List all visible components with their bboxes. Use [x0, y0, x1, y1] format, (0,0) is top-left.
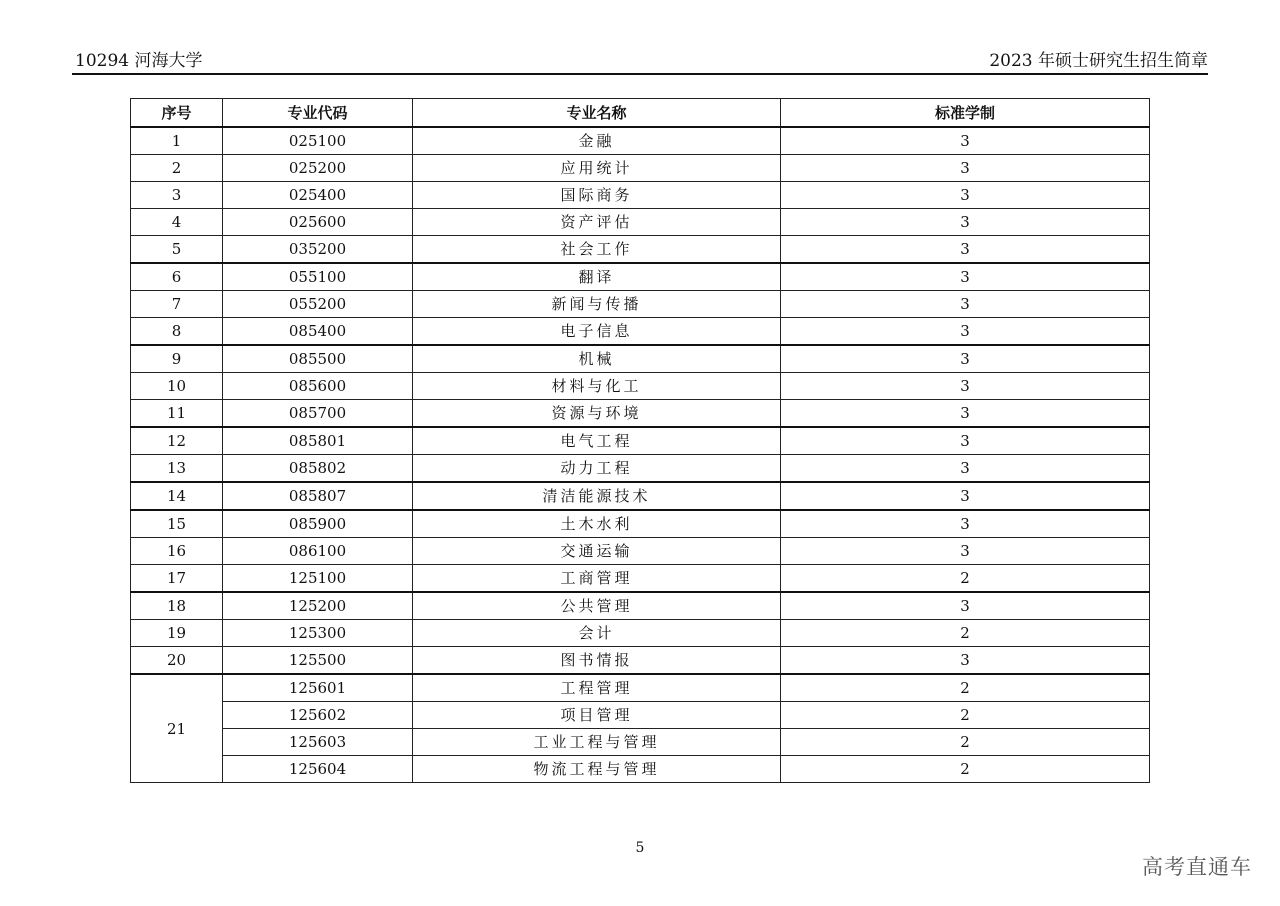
- table-row: [131, 127, 1150, 155]
- cell-name: 交通运输: [413, 538, 781, 565]
- watermark-text: 高考直通车: [1142, 855, 1252, 879]
- cell-years: 3: [781, 345, 1150, 373]
- cell-no: 7: [131, 291, 223, 318]
- cell-years: 2: [781, 702, 1150, 729]
- cell-years: 2: [781, 756, 1150, 783]
- cell-name: 清洁能源技术: [413, 482, 781, 510]
- cell-name: 物流工程与管理: [413, 756, 781, 783]
- cell-code: 085600: [223, 373, 413, 400]
- cell-code: 025400: [223, 182, 413, 209]
- table-row: [131, 455, 1150, 483]
- cell-code: 085400: [223, 318, 413, 346]
- cell-code: 025200: [223, 155, 413, 182]
- cell-code: 055100: [223, 263, 413, 291]
- table-row: [131, 427, 1150, 455]
- cell-code: 085500: [223, 345, 413, 373]
- cell-name: 图书情报: [413, 647, 781, 675]
- cell-code: 025100: [223, 127, 413, 155]
- table-row: [131, 345, 1150, 373]
- column-header-code: 专业代码: [223, 99, 413, 128]
- cell-name: 资源与环境: [413, 400, 781, 428]
- cell-years: 3: [781, 592, 1150, 620]
- cell-code: 086100: [223, 538, 413, 565]
- cell-code: 125200: [223, 592, 413, 620]
- cell-no: 13: [131, 455, 223, 483]
- header-school: 10294 河海大学: [75, 51, 203, 71]
- table-row: [131, 620, 1150, 647]
- cell-no: 3: [131, 182, 223, 209]
- cell-years: 3: [781, 373, 1150, 400]
- cell-name: 社会工作: [413, 236, 781, 264]
- cell-years: 3: [781, 538, 1150, 565]
- cell-no: 19: [131, 620, 223, 647]
- cell-years: 3: [781, 263, 1150, 291]
- cell-no-group: 21: [131, 674, 223, 783]
- cell-years: 2: [781, 565, 1150, 593]
- cell-code: 085802: [223, 455, 413, 483]
- page-number: 5: [635, 840, 645, 856]
- cell-code: 125601: [223, 674, 413, 702]
- cell-code: 085801: [223, 427, 413, 455]
- cell-name: 材料与化工: [413, 373, 781, 400]
- cell-no: 2: [131, 155, 223, 182]
- cell-code: 085900: [223, 510, 413, 538]
- cell-years: 3: [781, 482, 1150, 510]
- cell-no: 9: [131, 345, 223, 373]
- table-row: [131, 538, 1150, 565]
- cell-no: 18: [131, 592, 223, 620]
- cell-years: 2: [781, 674, 1150, 702]
- cell-no: 17: [131, 565, 223, 593]
- cell-years: 3: [781, 127, 1150, 155]
- cell-code: 025600: [223, 209, 413, 236]
- cell-no: 11: [131, 400, 223, 428]
- table-row: [131, 263, 1150, 291]
- cell-name: 金融: [413, 127, 781, 155]
- cell-no: 10: [131, 373, 223, 400]
- cell-no: 20: [131, 647, 223, 675]
- cell-name: 公共管理: [413, 592, 781, 620]
- table-row: [131, 647, 1150, 675]
- cell-no: 1: [131, 127, 223, 155]
- cell-no: 5: [131, 236, 223, 264]
- table-row: [131, 373, 1150, 400]
- cell-name: 新闻与传播: [413, 291, 781, 318]
- table-row: [131, 209, 1150, 236]
- majors-table: [130, 98, 1150, 783]
- cell-years: 3: [781, 209, 1150, 236]
- cell-code: 125100: [223, 565, 413, 593]
- table-row: [131, 155, 1150, 182]
- cell-no: 8: [131, 318, 223, 346]
- cell-code: 125602: [223, 702, 413, 729]
- cell-name: 电子信息: [413, 318, 781, 346]
- header-title: 2023 年硕士研究生招生简章: [989, 51, 1208, 71]
- cell-no: 16: [131, 538, 223, 565]
- cell-no: 15: [131, 510, 223, 538]
- cell-code: 085700: [223, 400, 413, 428]
- cell-name: 翻译: [413, 263, 781, 291]
- cell-name: 工商管理: [413, 565, 781, 593]
- table-row: [131, 400, 1150, 428]
- column-header-name: 专业名称: [413, 99, 781, 128]
- cell-years: 3: [781, 510, 1150, 538]
- table-row: [131, 674, 1150, 702]
- cell-years: 2: [781, 729, 1150, 756]
- cell-name: 动力工程: [413, 455, 781, 483]
- cell-name: 土木水利: [413, 510, 781, 538]
- table-row: [131, 182, 1150, 209]
- header-divider: [72, 73, 1208, 75]
- cell-code: 125500: [223, 647, 413, 675]
- table-row: [131, 236, 1150, 264]
- table-row: [131, 291, 1150, 318]
- table-header-row: [131, 99, 1150, 128]
- cell-years: 3: [781, 155, 1150, 182]
- cell-name: 工业工程与管理: [413, 729, 781, 756]
- cell-no: 6: [131, 263, 223, 291]
- cell-name: 资产评估: [413, 209, 781, 236]
- cell-years: 3: [781, 182, 1150, 209]
- cell-years: 3: [781, 427, 1150, 455]
- table-row: [131, 592, 1150, 620]
- cell-name: 工程管理: [413, 674, 781, 702]
- cell-name: 国际商务: [413, 182, 781, 209]
- column-header-no: 序号: [131, 99, 223, 128]
- table-row: [131, 756, 1150, 783]
- cell-no: 14: [131, 482, 223, 510]
- cell-code: 125300: [223, 620, 413, 647]
- cell-years: 3: [781, 291, 1150, 318]
- cell-name: 应用统计: [413, 155, 781, 182]
- cell-name: 会计: [413, 620, 781, 647]
- cell-name: 项目管理: [413, 702, 781, 729]
- cell-years: 3: [781, 236, 1150, 264]
- cell-code: 055200: [223, 291, 413, 318]
- cell-name: 电气工程: [413, 427, 781, 455]
- table-row: [131, 702, 1150, 729]
- cell-years: 2: [781, 620, 1150, 647]
- cell-code: 125603: [223, 729, 413, 756]
- cell-code: 085807: [223, 482, 413, 510]
- table-row: [131, 318, 1150, 346]
- cell-name: 机械: [413, 345, 781, 373]
- cell-years: 3: [781, 318, 1150, 346]
- cell-years: 3: [781, 455, 1150, 483]
- cell-code: 125604: [223, 756, 413, 783]
- cell-code: 035200: [223, 236, 413, 264]
- table-row: [131, 565, 1150, 593]
- column-header-years: 标准学制: [781, 99, 1150, 128]
- cell-years: 3: [781, 400, 1150, 428]
- table-row: [131, 510, 1150, 538]
- cell-no: 4: [131, 209, 223, 236]
- cell-years: 3: [781, 647, 1150, 675]
- table-row: [131, 482, 1150, 510]
- table-row: [131, 729, 1150, 756]
- cell-no: 12: [131, 427, 223, 455]
